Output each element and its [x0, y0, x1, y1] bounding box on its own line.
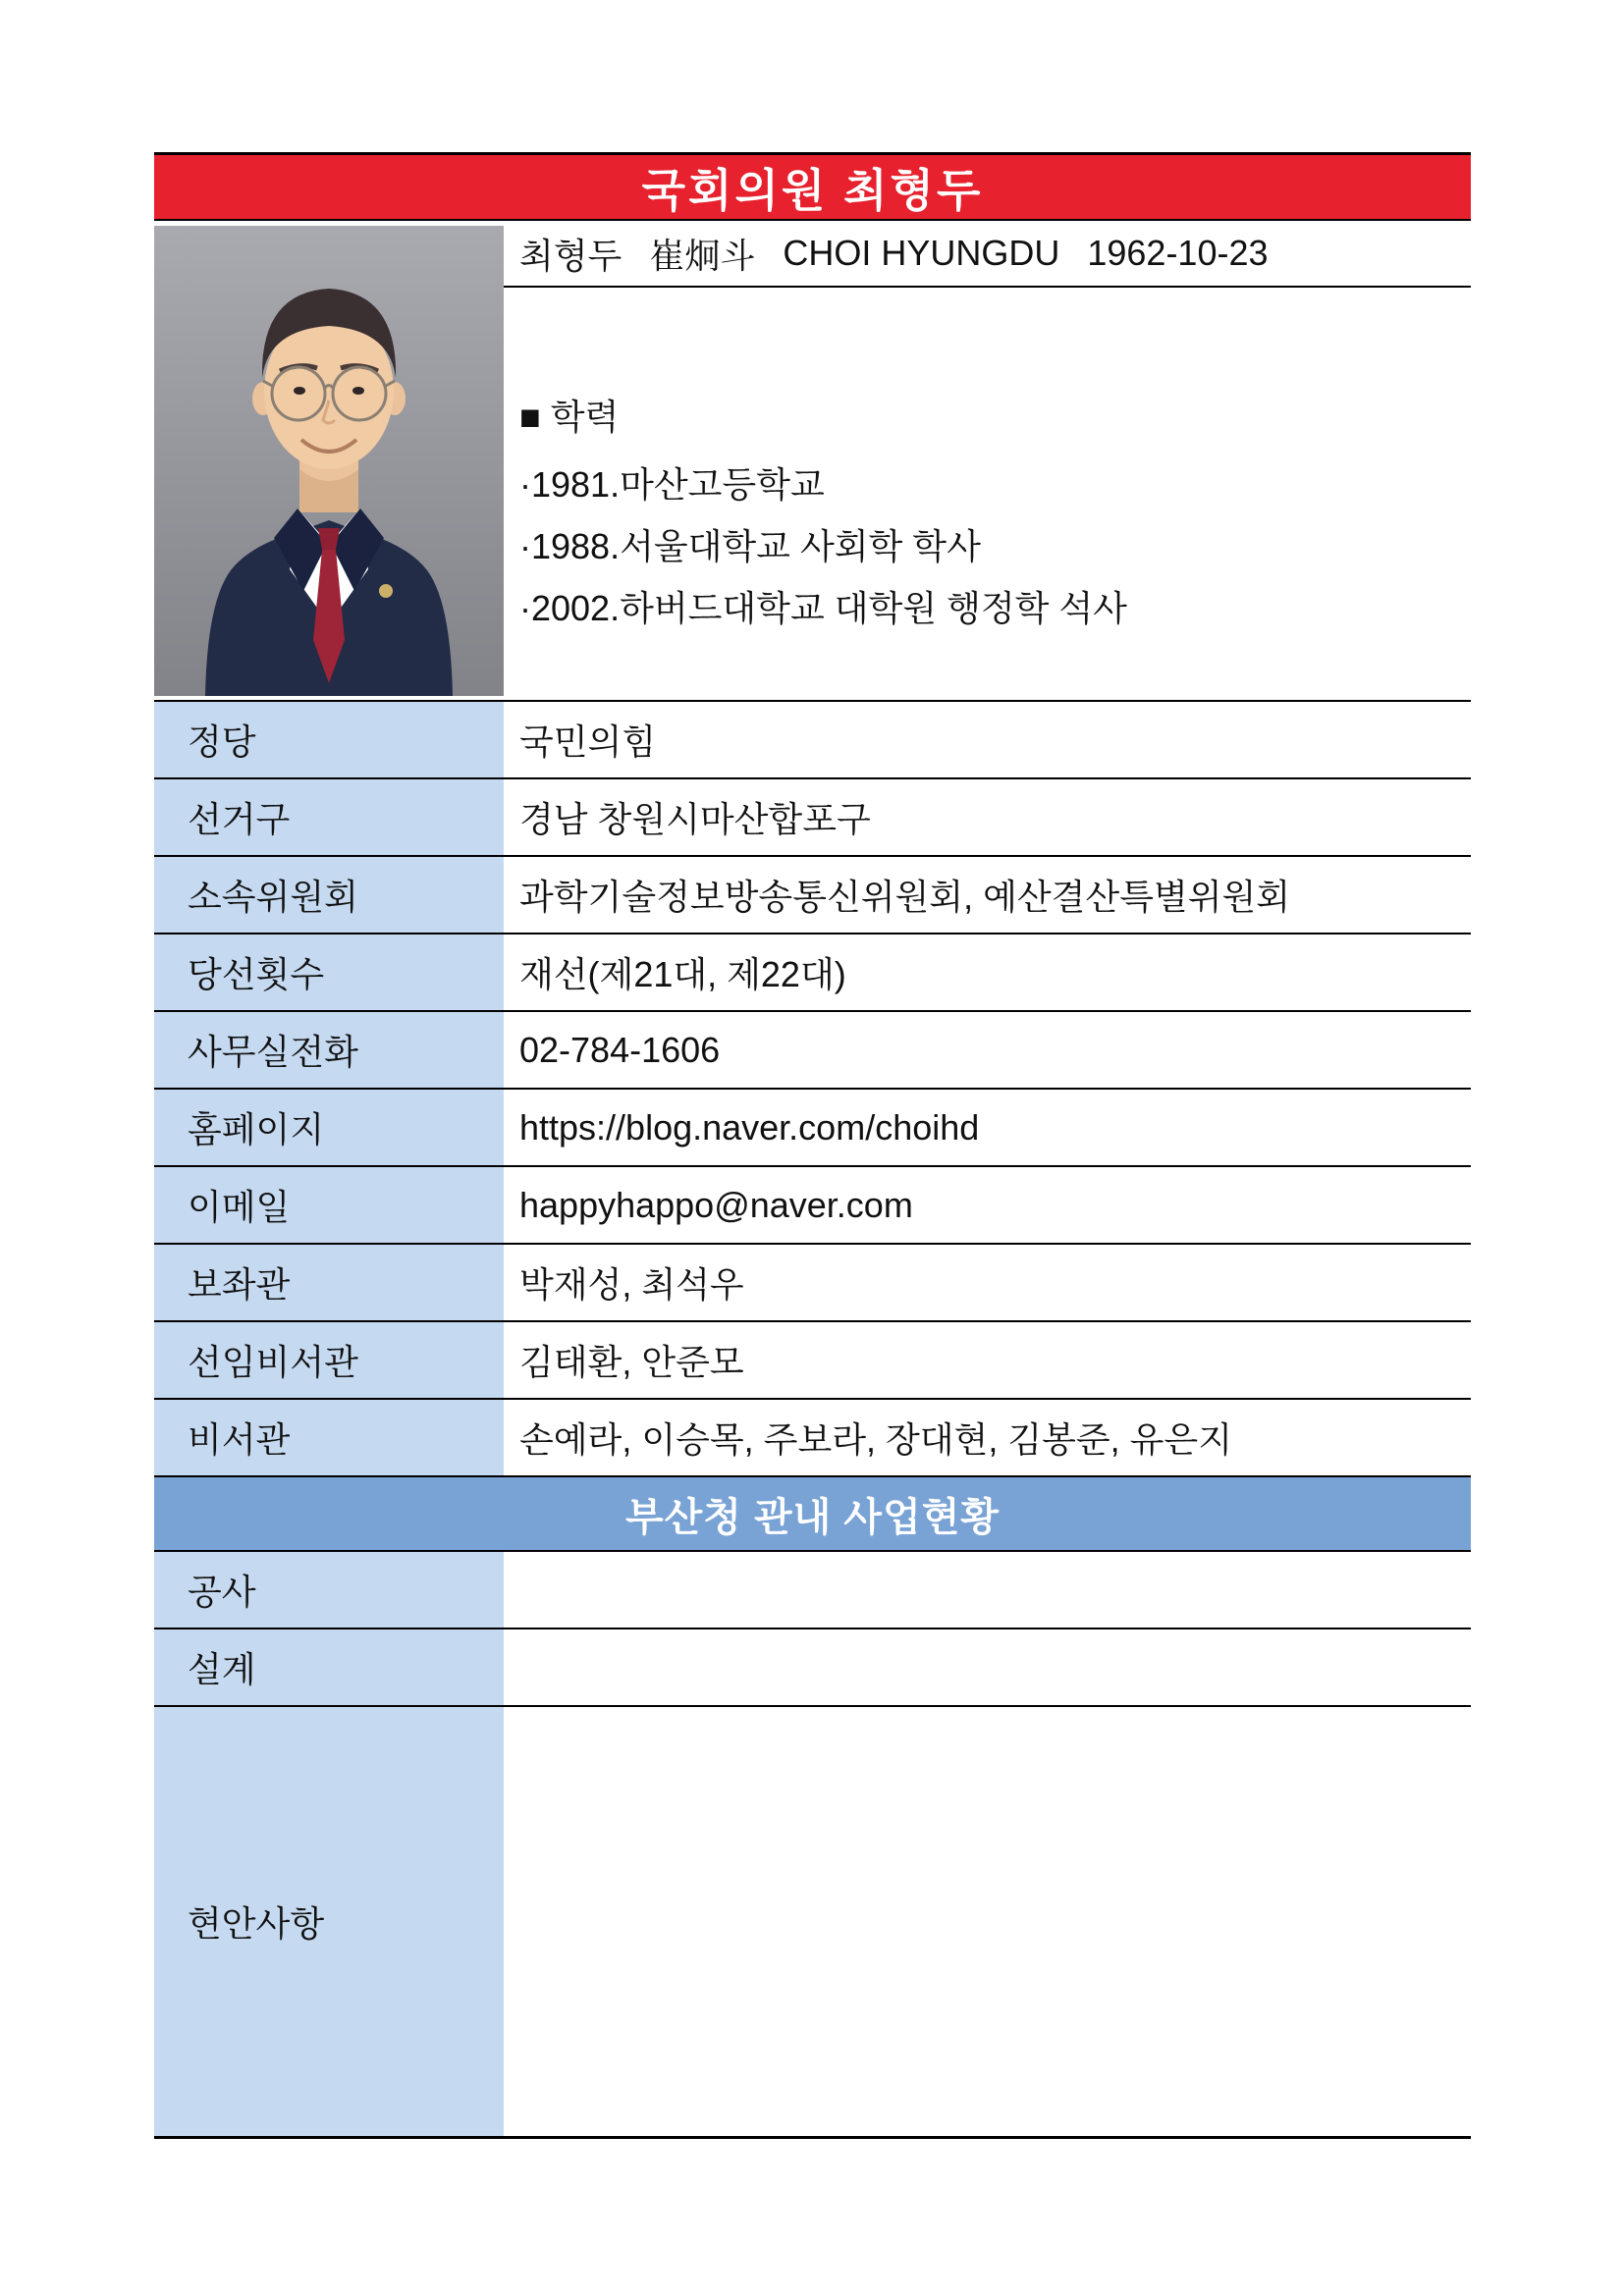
row-label-email: 이메일: [154, 1167, 504, 1243]
photo-cell: [154, 221, 504, 700]
title-banner: [154, 155, 1471, 221]
page-title: 국회의원 최형두: [641, 164, 984, 216]
row-value-senior-secretary: 김태환, 안준모: [504, 1322, 1471, 1398]
name-hanja: 崔炯斗: [649, 235, 756, 276]
row-value-aides: 박재성, 최석우: [504, 1245, 1471, 1320]
row-label-committee: 소속위원회: [154, 857, 504, 933]
info-row-party: [154, 702, 1471, 779]
name-row: [504, 221, 1471, 288]
info-row-office-phone: [154, 1012, 1471, 1090]
education-item: ·2002.하버드대학교 대학원 행정학 석사: [519, 588, 1127, 628]
row-value-email: happyhappo@naver.com: [504, 1167, 1471, 1243]
row-label-construction: 공사: [154, 1552, 504, 1628]
business-row-construction: [154, 1552, 1471, 1629]
row-label-design: 설계: [154, 1629, 504, 1705]
row-value-construction: [504, 1552, 1471, 1628]
row-label-pending-issues: 현안사항: [154, 1707, 504, 2136]
section-title: 부산청 관내 사업현황: [625, 1495, 1000, 1539]
member-profile-document: [154, 152, 1471, 2139]
profile-section: [154, 221, 1471, 702]
info-row-secretary: [154, 1400, 1471, 1477]
section-header: [154, 1477, 1471, 1552]
info-row-homepage: [154, 1090, 1471, 1167]
row-label-district: 선거구: [154, 779, 504, 855]
business-row-design: [154, 1629, 1471, 1707]
info-row-aides: [154, 1245, 1471, 1322]
education-heading: ■ 학력: [519, 397, 620, 437]
education-item: ·1981.마산고등학교: [519, 464, 825, 505]
row-label-senior-secretary: 선임비서관: [154, 1322, 504, 1398]
education-item: ·1988.서울대학교 사회학 학사: [519, 526, 981, 566]
info-row-election-count: [154, 934, 1471, 1012]
row-value-office-phone: 02-784-1606: [504, 1012, 1471, 1088]
row-label-aides: 보좌관: [154, 1245, 504, 1320]
row-label-election-count: 당선횟수: [154, 934, 504, 1010]
row-value-homepage: https://blog.naver.com/choihd: [504, 1090, 1471, 1165]
education-block: [504, 288, 1471, 639]
info-row-senior-secretary: [154, 1322, 1471, 1400]
info-row-district: [154, 779, 1471, 857]
row-label-office-phone: 사무실전화: [154, 1012, 504, 1088]
info-row-email: [154, 1167, 1471, 1245]
row-value-election-count: 재선(제21대, 제22대): [504, 934, 1471, 1010]
row-value-party: 국민의힘: [504, 702, 1471, 777]
member-photo: [154, 226, 504, 696]
info-row-committee: [154, 857, 1471, 934]
row-value-district: 경남 창원시마산합포구: [504, 779, 1471, 855]
row-label-secretary: 비서관: [154, 1400, 504, 1475]
row-value-secretary: 손예라, 이승목, 주보라, 장대현, 김봉준, 유은지: [504, 1400, 1471, 1475]
row-value-design: [504, 1629, 1471, 1705]
name-korean: 최형두: [519, 235, 623, 276]
profile-details: [504, 221, 1471, 700]
birth-date: 1962-10-23: [1087, 233, 1269, 273]
row-label-homepage: 홈페이지: [154, 1090, 504, 1165]
row-label-party: 정당: [154, 702, 504, 777]
row-value-committee: 과학기술정보방송통신위원회, 예산결산특별위원회: [504, 857, 1471, 933]
business-row-pending-issues: [154, 1707, 1471, 2139]
name-english: CHOI HYUNGDU: [783, 233, 1060, 273]
row-value-pending-issues: [504, 1707, 1471, 2136]
